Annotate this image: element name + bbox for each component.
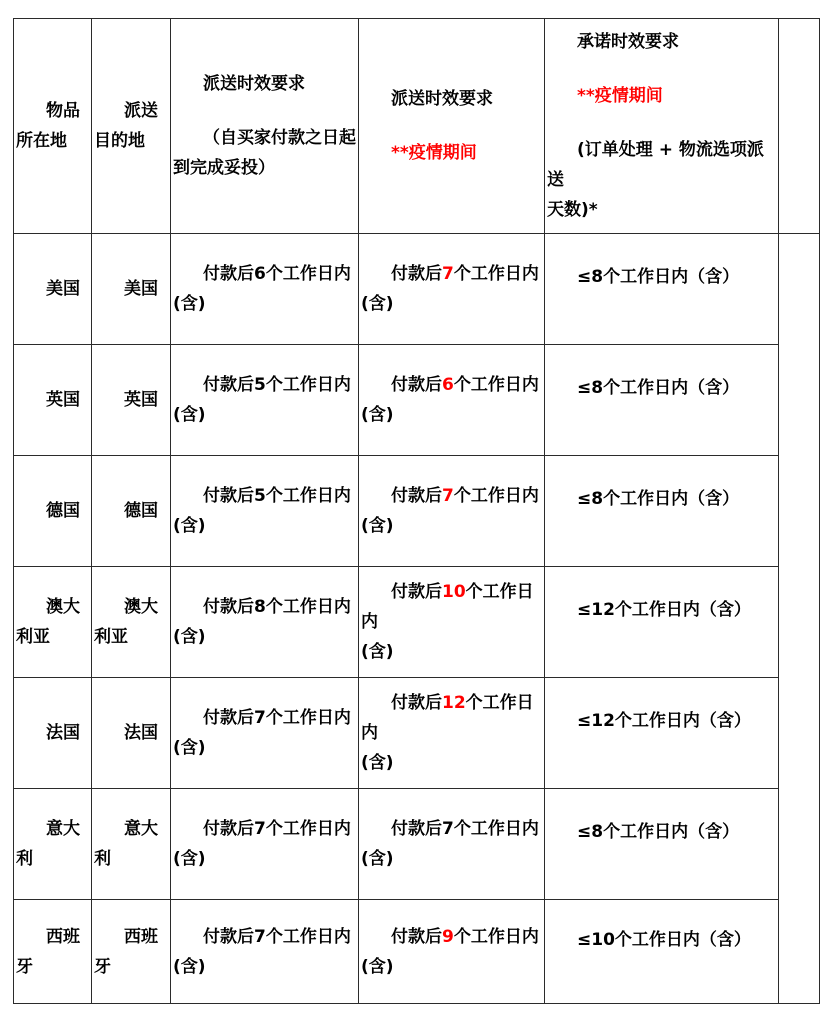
cell-normal-sla bbox=[171, 345, 359, 456]
normal-sla-inclusive: (含) bbox=[173, 956, 206, 977]
origin-value: 德国 bbox=[46, 501, 80, 521]
covid-sla-text: 付款后12个工作日内 (含) bbox=[361, 693, 534, 773]
promise-sla-text: ≤12个工作日内（含） bbox=[577, 711, 751, 731]
covid-sla-text: 付款后9个工作日内 (含) bbox=[361, 926, 539, 977]
cell-origin bbox=[14, 567, 92, 678]
covid-days-value: 10 bbox=[442, 582, 466, 602]
table-row bbox=[14, 678, 820, 789]
normal-days-value: 5 bbox=[254, 486, 266, 506]
table-row bbox=[14, 567, 820, 678]
normal-days-value: 7 bbox=[254, 708, 266, 728]
header-normal-sla-title: 派送时效要求 bbox=[203, 74, 305, 94]
header-covid-sla-title: 派送时效要求 bbox=[391, 89, 493, 109]
covid-sla-text: 付款后6个工作日内 (含) bbox=[361, 375, 539, 425]
cell-promise-sla bbox=[545, 678, 779, 789]
cell-normal-sla bbox=[171, 456, 359, 567]
covid-sla-inclusive: (含) bbox=[361, 405, 394, 425]
cell-destination bbox=[92, 789, 171, 900]
destination-value: 德国 bbox=[124, 501, 158, 521]
cell-destination bbox=[92, 678, 171, 789]
cell-covid-sla bbox=[359, 456, 545, 567]
origin-value: 法国 bbox=[46, 723, 80, 743]
normal-days-value: 5 bbox=[254, 375, 266, 395]
cell-origin bbox=[14, 234, 92, 345]
origin-value: 意大 利 bbox=[16, 819, 80, 869]
header-promise-sla-title: 承诺时效要求 bbox=[577, 32, 679, 52]
covid-days-value: 12 bbox=[442, 693, 466, 713]
cell-origin bbox=[14, 345, 92, 456]
normal-sla-text: 付款后5个工作日内 (含) bbox=[173, 486, 351, 536]
normal-sla-text: 付款后7个工作日内 (含) bbox=[173, 819, 351, 869]
covid-sla-text: 付款后10个工作日内 (含) bbox=[361, 582, 534, 662]
cell-covid-sla bbox=[359, 900, 545, 1004]
destination-value: 意大 利 bbox=[94, 819, 158, 869]
cell-promise-sla bbox=[545, 567, 779, 678]
table-row bbox=[14, 789, 820, 900]
covid-sla-text: 付款后7个工作日内 (含) bbox=[361, 486, 539, 536]
table-row bbox=[14, 456, 820, 567]
header-extra-empty-cell bbox=[779, 19, 820, 234]
normal-sla-inclusive: (含) bbox=[173, 405, 206, 425]
origin-value: 澳大 利亚 bbox=[16, 597, 80, 647]
cell-destination bbox=[92, 567, 171, 678]
cell-promise-sla bbox=[545, 234, 779, 345]
destination-value: 法国 bbox=[124, 723, 158, 743]
covid-days-value: 9 bbox=[442, 926, 454, 947]
covid-sla-inclusive: (含) bbox=[361, 849, 394, 869]
cell-destination bbox=[92, 456, 171, 567]
covid-sla-inclusive: (含) bbox=[361, 516, 394, 536]
destination-value: 西班 牙 bbox=[94, 926, 158, 977]
promise-sla-text: ≤8个工作日内（含） bbox=[577, 378, 740, 398]
destination-value: 英国 bbox=[124, 390, 158, 410]
header-promise-sla bbox=[545, 19, 779, 234]
header-covid-sla bbox=[359, 19, 545, 234]
promise-sla-text: ≤12个工作日内（含） bbox=[577, 600, 751, 620]
cell-destination bbox=[92, 234, 171, 345]
table-row bbox=[14, 234, 820, 345]
normal-sla-text: 付款后7个工作日内 (含) bbox=[173, 708, 351, 758]
header-normal-sla bbox=[171, 19, 359, 234]
covid-sla-inclusive: (含) bbox=[361, 753, 394, 773]
covid-sla-inclusive: (含) bbox=[361, 642, 394, 662]
cell-promise-sla bbox=[545, 345, 779, 456]
header-origin bbox=[14, 19, 92, 234]
normal-sla-inclusive: (含) bbox=[173, 294, 206, 314]
destination-value: 美国 bbox=[124, 279, 158, 299]
header-promise-covid-period-label: **疫情期间 bbox=[577, 86, 663, 106]
covid-sla-inclusive: (含) bbox=[361, 294, 394, 314]
cell-promise-sla bbox=[545, 900, 779, 1004]
promise-sla-text: ≤10个工作日内（含） bbox=[577, 929, 751, 950]
covid-days-value: 6 bbox=[442, 375, 454, 395]
cell-promise-sla bbox=[545, 789, 779, 900]
covid-days-value: 7 bbox=[442, 819, 454, 839]
origin-value: 西班 牙 bbox=[16, 926, 80, 977]
cell-normal-sla bbox=[171, 567, 359, 678]
extra-empty-column-cell bbox=[779, 234, 820, 1004]
cell-normal-sla bbox=[171, 789, 359, 900]
promise-sla-text: ≤8个工作日内（含） bbox=[577, 267, 740, 287]
cell-covid-sla bbox=[359, 678, 545, 789]
cell-origin bbox=[14, 678, 92, 789]
normal-sla-text: 付款后8个工作日内 (含) bbox=[173, 597, 351, 647]
normal-sla-inclusive: (含) bbox=[173, 516, 206, 536]
covid-days-value: 7 bbox=[442, 264, 454, 284]
normal-days-value: 7 bbox=[254, 926, 266, 947]
normal-sla-text: 付款后7个工作日内 (含) bbox=[173, 926, 351, 977]
cell-normal-sla bbox=[171, 900, 359, 1004]
normal-sla-inclusive: (含) bbox=[173, 849, 206, 869]
normal-days-value: 7 bbox=[254, 819, 266, 839]
header-destination-label: 派送 目的地 bbox=[94, 101, 158, 151]
normal-days-value: 6 bbox=[254, 264, 266, 284]
table-row bbox=[14, 345, 820, 456]
cell-normal-sla bbox=[171, 234, 359, 345]
normal-sla-inclusive: (含) bbox=[173, 738, 206, 758]
header-covid-period-label: **疫情期间 bbox=[391, 143, 477, 163]
cell-covid-sla bbox=[359, 789, 545, 900]
header-promise-sla-note: (订单处理 + 物流选项派送 天数)* bbox=[547, 140, 764, 220]
header-destination bbox=[92, 19, 171, 234]
header-origin-label: 物品 所在地 bbox=[16, 101, 80, 151]
cell-destination bbox=[92, 345, 171, 456]
cell-destination bbox=[92, 900, 171, 1004]
delivery-policy-table bbox=[13, 18, 820, 1004]
covid-sla-text: 付款后7个工作日内 (含) bbox=[361, 819, 539, 869]
covid-sla-text: 付款后7个工作日内 (含) bbox=[361, 264, 539, 314]
cell-origin bbox=[14, 456, 92, 567]
origin-value: 英国 bbox=[46, 390, 80, 410]
cell-origin bbox=[14, 900, 92, 1004]
cell-normal-sla bbox=[171, 678, 359, 789]
table-row bbox=[14, 900, 820, 1004]
normal-sla-text: 付款后5个工作日内 (含) bbox=[173, 375, 351, 425]
covid-days-value: 7 bbox=[442, 486, 454, 506]
cell-promise-sla bbox=[545, 456, 779, 567]
origin-value: 美国 bbox=[46, 279, 80, 299]
normal-sla-text: 付款后6个工作日内 (含) bbox=[173, 264, 351, 314]
table-header-row bbox=[14, 19, 820, 234]
cell-covid-sla bbox=[359, 567, 545, 678]
covid-sla-inclusive: (含) bbox=[361, 956, 394, 977]
normal-days-value: 8 bbox=[254, 597, 266, 617]
promise-sla-text: ≤8个工作日内（含） bbox=[577, 489, 740, 509]
header-normal-sla-note: （自买家付款之日起 到完成妥投） bbox=[173, 128, 356, 178]
cell-origin bbox=[14, 789, 92, 900]
destination-value: 澳大 利亚 bbox=[94, 597, 158, 647]
cell-covid-sla bbox=[359, 345, 545, 456]
normal-sla-inclusive: (含) bbox=[173, 627, 206, 647]
promise-sla-text: ≤8个工作日内（含） bbox=[577, 822, 740, 842]
cell-covid-sla bbox=[359, 234, 545, 345]
